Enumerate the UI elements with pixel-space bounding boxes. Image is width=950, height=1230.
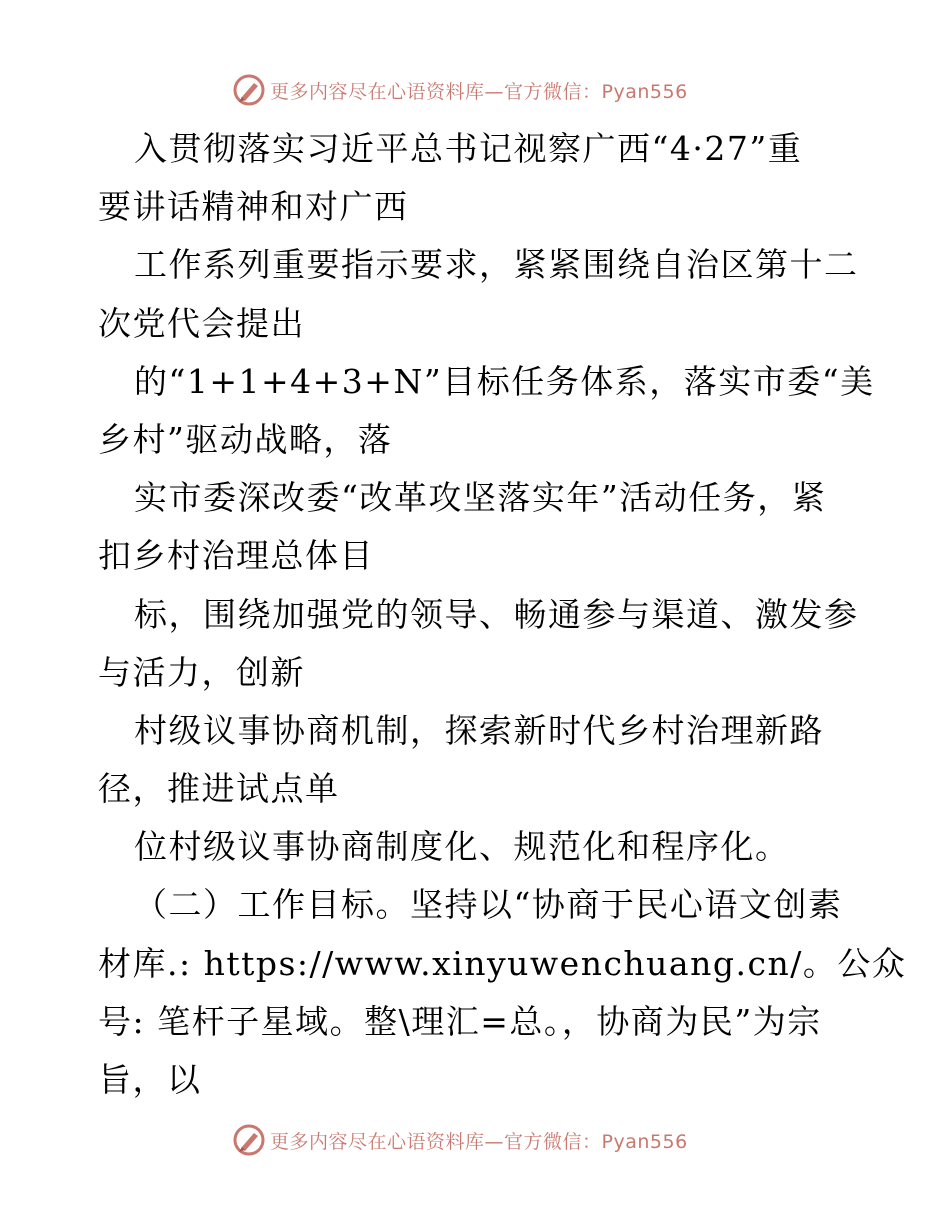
header-watermark xyxy=(232,70,712,110)
text-line: 扣乡村治理总体目 xyxy=(98,536,374,576)
text-line: 乡村”驱动战略，落 xyxy=(98,419,393,459)
watermark-text: 更多内容尽在心语资料库—官方微信：Pyan556 xyxy=(270,1130,688,1153)
text-line: 要讲话精神和对广西 xyxy=(98,187,409,227)
footer-watermark xyxy=(232,1120,712,1160)
pen-logo-icon xyxy=(232,1123,266,1157)
text-line: 材库.: https://www.xinyuwenchuang.cn/。公众 xyxy=(98,943,907,983)
watermark-text: 更多内容尽在心语资料库—官方微信：Pyan556 xyxy=(270,80,688,103)
text-line: 村级议事协商机制，探索新时代乡村治理新路 xyxy=(134,710,824,750)
text-line: 位村级议事协商制度化、规范化和程序化。 xyxy=(134,827,790,867)
text-line: 号: 笔杆子星域。整\理汇=总。，协商为民”为宗 xyxy=(98,1001,822,1041)
text-line: （二）工作目标。坚持以“协商于民心语文创素 xyxy=(134,885,843,925)
text-line: 的“1+1+4+3+N”目标任务体系，落实市委“美 xyxy=(134,361,875,401)
document-body xyxy=(98,120,907,1109)
text-line: 实市委深改委“改革攻坚落实年”活动任务，紧 xyxy=(134,478,827,518)
text-line: 旨，以 xyxy=(98,1060,202,1099)
pen-logo-icon xyxy=(232,73,266,107)
text-line: 标，围绕加强党的领导、畅通参与渠道、激发参 xyxy=(134,594,859,634)
text-line: 与活力，创新 xyxy=(98,652,305,692)
text-line: 工作系列重要指示要求，紧紧围绕自治区第十二 xyxy=(134,245,859,285)
text-line: 次党代会提出 xyxy=(98,303,305,343)
text-line: 径，推进试点单 xyxy=(98,769,340,809)
text-line: 入贯彻落实习近平总书记视察广西“4·27”重 xyxy=(134,129,803,168)
